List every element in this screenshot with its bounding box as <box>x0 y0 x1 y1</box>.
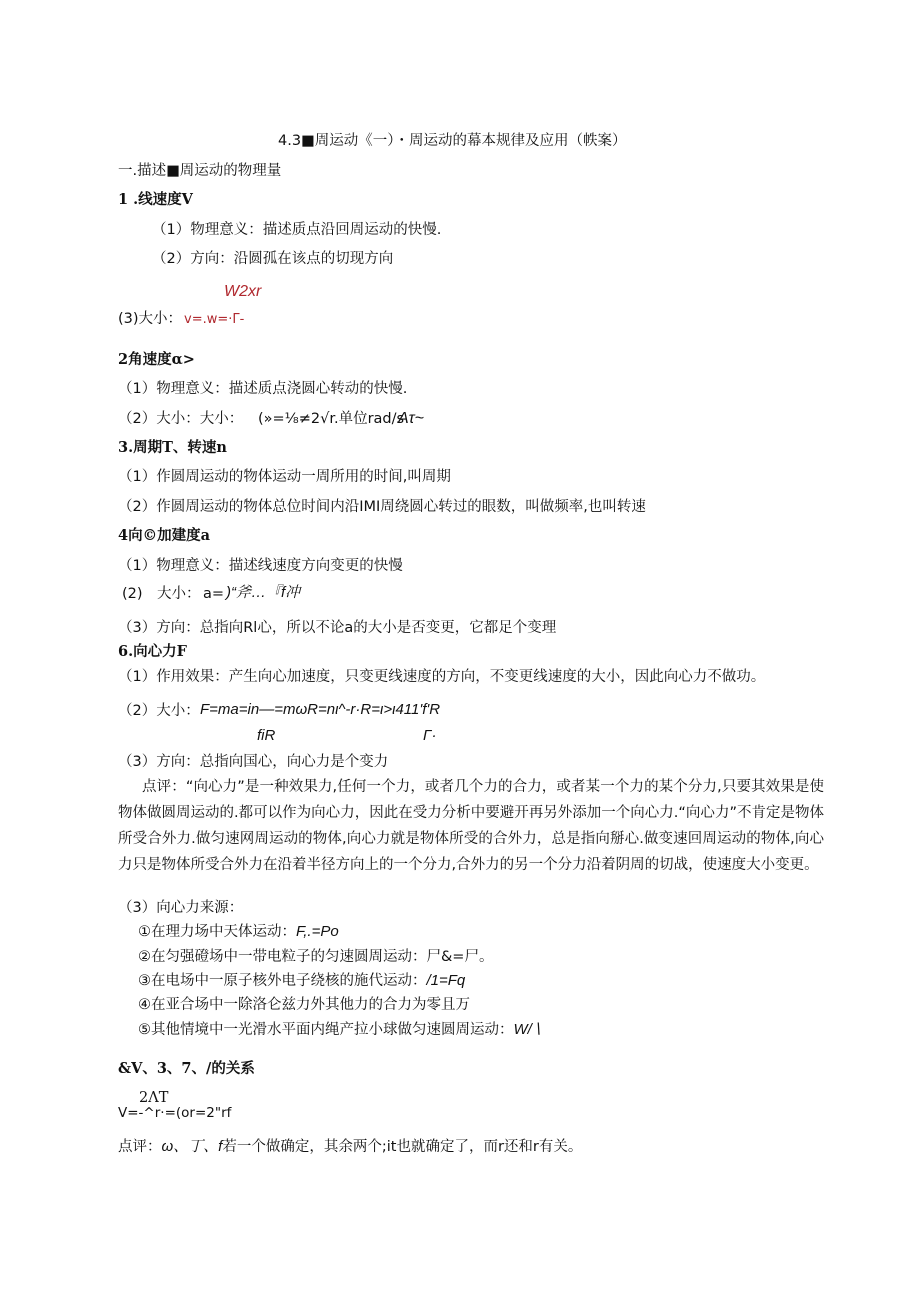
section-heading-1: 一.描述■周运动的物理量 <box>118 163 282 179</box>
force-source-1 <box>138 922 339 942</box>
relations-formula: V=-^r·=(or=2"rf <box>118 1105 232 1121</box>
linear-velocity-formula-top: W2xr <box>224 283 262 300</box>
heading-centripetal-acceleration: 4向©加建度a <box>118 527 210 544</box>
acceleration-size-formula: a= <box>203 586 225 602</box>
acceleration-meaning: （1）物理意义：描述线速度方向变更的快慢 <box>118 558 403 574</box>
relations-comment-label: 点评： <box>118 1139 162 1155</box>
force-effect: （1）作用效果：产生向心加速度，只变更线速度的方向，不变更线速度的大小，因此向心力不做功。 <box>118 669 766 685</box>
linear-velocity-direction: （2）方向：沿圆孤在该点的切现方向 <box>152 251 394 267</box>
force-size-label: （2）大小： <box>118 703 200 719</box>
period-line-2: （2）作圆周运动的物体总位时间内沿IMI周绕圆心转过的眼数，叫做频率,也叫转速 <box>118 499 646 515</box>
force-size-sub-2: Γ· <box>423 727 437 744</box>
linear-velocity-meaning: （1）物理意义：描述质点沿回周运动的快慢. <box>152 222 442 238</box>
force-source-3 <box>138 971 465 991</box>
linear-velocity-size-label: (3)大小： <box>118 311 183 327</box>
force-source-3-formula: /1=Fq <box>426 972 466 989</box>
force-source-5-text: ⑤其他情境中一光滑水平面内绳产拉小球做匀速圆周运动： <box>138 1022 514 1038</box>
heading-relations: &V、3、7、/的关系 <box>118 1060 255 1077</box>
angular-velocity-meaning: （1）物理意义：描述质点浇圆心转动的快慢. <box>118 381 408 397</box>
linear-velocity-size-formula: v=.w=·Γ- <box>184 312 245 327</box>
angular-velocity-size-tail: Aτ~ <box>398 410 424 427</box>
angular-velocity-size-label: （2）大小：大小： <box>118 411 244 427</box>
force-comment: 点评：“向心力”是一种效果力,任何一个力，或者几个力的合力，或者某一个力的某个分力,只要其效果是使物体做圆周运动的.都可以作为向心力，因此在受力分析中要避开再另外添加一个向心力.“向心力”不肯定是物体所受合外力.做匀速网周运动的物体,向心力就是物体所受的合外力，总是指向掰心.做变速回周运动的物体,向心力只是物体所受合外力在沿着半径方向上的一个分力,合外力的另一个分力沿着阴周的切战，使速度大小变更。 <box>118 779 824 873</box>
force-source-5-formula: W/∖ <box>513 1021 542 1038</box>
angular-velocity-size-formula: (»=⅛≠2√r.单位rad/s <box>258 411 405 427</box>
force-source-1-text: ①在理力场中天体运动： <box>138 924 296 940</box>
force-source-2-formula: 尸&=尸。 <box>426 949 494 965</box>
relations-comment-text: 若一个做确定，其余两个;it也就确定了，而r还和r有关。 <box>222 1139 583 1155</box>
force-direction: （3）方向：总指向国心，向心力是个变力 <box>118 754 389 770</box>
force-source-3-text: ③在电场中一原子核外电子绕核的施代运动： <box>138 973 427 989</box>
relations-comment <box>118 1137 582 1157</box>
heading-linear-velocity: 1 .线速度V <box>118 191 193 208</box>
heading-period: 3.周期T、转速n <box>118 439 227 456</box>
relations-formula-top: 2ΛT <box>139 1090 169 1106</box>
force-size-formula: F=ma=in—=mωR=nι^-r·R=ι>ι411'f'R <box>200 701 441 718</box>
force-size-sub-1: fiR <box>257 727 276 744</box>
page-title: 4.3■周运动《一）・周运动的幕本规律及应用（帙案） <box>278 133 627 149</box>
force-sources-heading: （3）向心力来源： <box>118 900 244 916</box>
acceleration-size-formula-2: )“斧…『f冲 <box>226 584 301 601</box>
relations-comment-symbols: ω、丁、f <box>161 1138 223 1155</box>
force-source-5 <box>138 1020 541 1040</box>
force-source-1-formula: F,.=Po <box>296 923 339 940</box>
acceleration-size-label: (2) 大小： <box>122 586 201 602</box>
force-source-2 <box>138 947 493 967</box>
force-source-4: ④在亚合场中一除洛仑兹力外其他力的合力为零且万 <box>138 997 470 1013</box>
period-line-1: （1）作圆周运动的物体运动一周所用的时间,叫周期 <box>118 469 451 485</box>
acceleration-direction: （3）方向：总指向Rl心，所以不论a的大小是否变更，它都足个变理 <box>118 620 557 636</box>
force-source-2-text: ②在匀强磴场中一带电粒子的匀速圆周运动： <box>138 949 427 965</box>
heading-centripetal-force: 6.向心力F <box>118 643 187 660</box>
heading-angular-velocity: 2角速度α> <box>118 351 195 368</box>
